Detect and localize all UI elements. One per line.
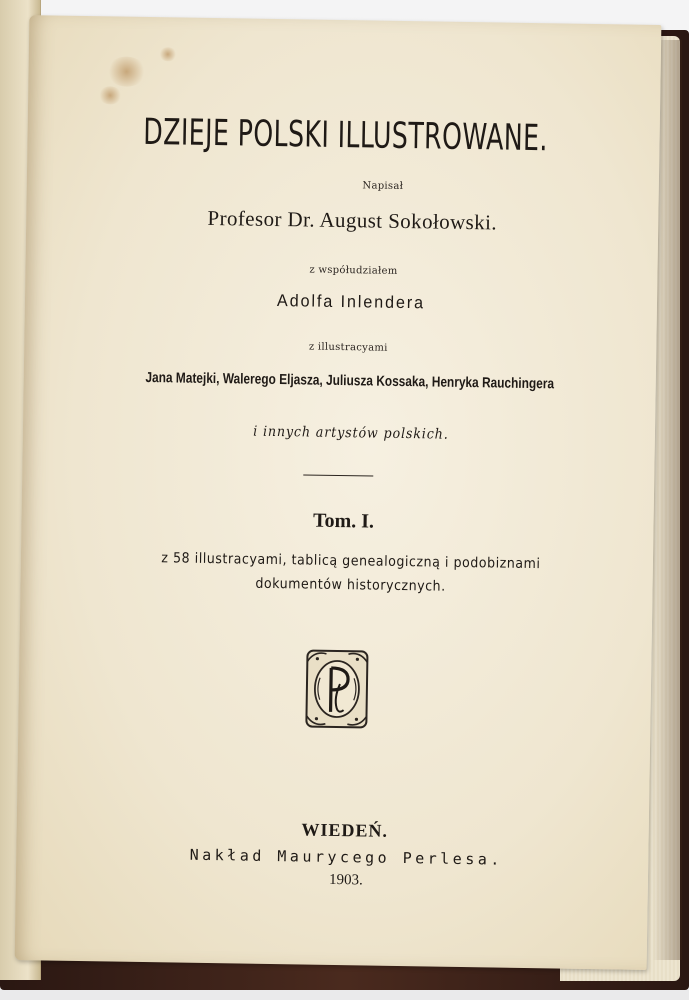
author-name: Profesor Dr. August Sokołowski. — [207, 205, 498, 235]
volume-description-line-2: dokumentów historycznych. — [255, 575, 446, 595]
foxing-spot — [106, 56, 146, 87]
foxing-spot — [98, 86, 122, 104]
publication-year: 1903. — [328, 871, 363, 889]
volume-number: Tom. I. — [312, 509, 375, 533]
other-artists: i innych artystów polskich. — [253, 423, 449, 443]
artists-list: Jana Matejki, Walerego Eljasza, Juliusza Kossaka, Henryka Rauchingera — [145, 369, 555, 393]
divider-rule — [303, 474, 373, 476]
illustrations-label: z illustracyami — [308, 341, 388, 354]
publisher-monogram-emblem-icon — [303, 647, 370, 730]
volume-description-line-1: z 58 illustracyami, tablicą genealogiczną i podobiznami — [161, 550, 541, 573]
foxing-spot — [159, 47, 177, 61]
written-by-label: Napisał — [362, 180, 404, 192]
publication-city: WIEDEŃ. — [301, 819, 389, 841]
collaboration-label: z współudziałem — [309, 264, 398, 277]
book-title: DZIEJE POLSKI ILLUSTROWANE. — [143, 111, 549, 160]
title-page — [15, 15, 662, 970]
collaborator-name: Adolfa Inlendera — [276, 291, 426, 313]
publisher-name: Nakład Maurycego Perlesa. — [189, 845, 504, 869]
